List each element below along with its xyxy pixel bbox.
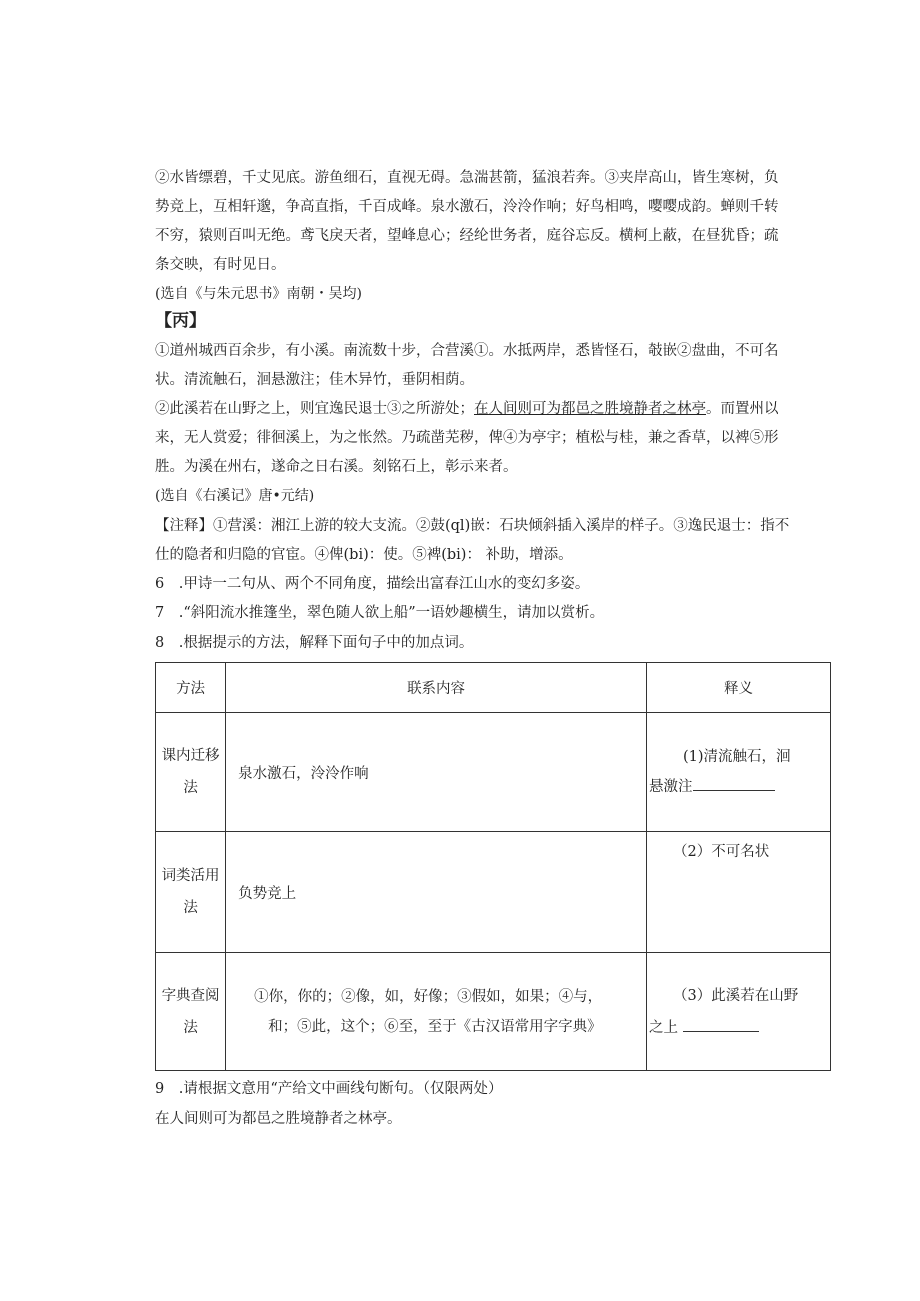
row1-method-line2: 法 bbox=[183, 780, 198, 796]
row1-method bbox=[156, 713, 226, 832]
passage-yi-line-1: ②水皆缥碧，千丈见底。游鱼细石，直视无碍。急湍甚箭，猛浪若奔。③夹岸高山，皆生寒树，负 bbox=[155, 170, 779, 186]
row1-content-text: 泉水激石，泠泠作响 bbox=[238, 765, 369, 782]
row3-method-line2: 法 bbox=[183, 1019, 198, 1036]
passage-bing-p2-line-1 bbox=[155, 399, 779, 419]
question-9-sentence: 在人间则可为都邑之胜境静者之林亭。 bbox=[155, 1111, 402, 1127]
row3-meaning-line2 bbox=[647, 1012, 830, 1044]
answer-blank-3[interactable] bbox=[683, 1019, 759, 1032]
row1-content bbox=[226, 713, 647, 832]
row1-meaning-line1: (1)清流触石，洄 bbox=[683, 749, 791, 765]
table-row bbox=[156, 953, 831, 1071]
row2-method bbox=[156, 832, 226, 953]
notes-line-2: 仕的隐者和归隐的官宦。④俾(bi)：使。⑤裨(bi)： 补助，增添。 bbox=[155, 547, 573, 563]
row1-meaning bbox=[647, 713, 831, 832]
passage-bing-heading: 【丙】 bbox=[155, 311, 206, 331]
row3-method bbox=[156, 953, 226, 1071]
header-meaning: 释义 bbox=[647, 663, 831, 713]
method-table bbox=[155, 662, 831, 1071]
row2-meaning-line1: （2）不可名状 bbox=[673, 844, 770, 860]
row2-meaning bbox=[647, 832, 831, 953]
row1-method-line1: 课内迁移 bbox=[161, 748, 220, 764]
table-header-row bbox=[156, 663, 831, 713]
passage-bing-p1-line-2: 状。清流触石，洄悬激注；佳木异竹，垂阴相荫。 bbox=[155, 372, 474, 388]
row2-method-line1: 词类活用 bbox=[161, 868, 220, 884]
notes-line-1: 【注释】①营溪：湘江上游的较大支流。②鼓(ql)嵌：石块倾斜插入溪岸的样子。③逸民退士：指不 bbox=[155, 518, 790, 534]
table-row bbox=[156, 713, 831, 832]
passage-bing-p2-line-2: 来，无人赏爱；徘徊溪上，为之怅然。乃疏凿芜秽，俾④为亭宇；植松与桂，兼之香草，以裨⑤形 bbox=[155, 430, 779, 446]
row2-method-line2: 法 bbox=[183, 900, 198, 916]
row3-method-line1: 字典查阅 bbox=[161, 987, 220, 1004]
underlined-sentence: 在人间则可为都邑之胜境静者之林亭 bbox=[474, 401, 706, 417]
question-9: 9 .请根据文意用“产给文中画线句断句。（仅限两处） bbox=[155, 1081, 503, 1097]
question-8: 8 .根据提示的方法，解释下面句子中的加点词。 bbox=[155, 635, 474, 651]
question-7: 7 .“斜阳流水推篷坐，翠色随人欲上船”一语妙趣横生，请加以赏析。 bbox=[155, 605, 605, 621]
row2-content bbox=[226, 832, 647, 953]
passage-bing-p2-line-3: 胜。为溪在州右，遂命之日右溪。刻铭石上，彰示来者。 bbox=[155, 459, 518, 475]
row3-content-line2: 和；⑤此，这个；⑥至，至于《古汉语常用字字典》 bbox=[268, 1018, 602, 1035]
passage-bing-source: (选自《右溪记》唐•元结) bbox=[155, 488, 315, 504]
row3-meaning bbox=[647, 953, 831, 1071]
header-content: 联系内容 bbox=[226, 663, 647, 713]
row1-meaning-l2-text: 悬激注 bbox=[649, 779, 693, 795]
passage-yi-line-3: 不穷，猿则百叫无绝。鸢飞戾天者，望峰息心；经纶世务者，庭谷忘反。横柯上蔽，在昼犹昏；疏 bbox=[155, 228, 779, 244]
row1-meaning-line2 bbox=[647, 772, 830, 802]
question-6: 6 .甲诗一二句从、两个不同角度，描绘出富春江山水的变幻多姿。 bbox=[155, 576, 590, 592]
row2-content-text: 负势竞上 bbox=[238, 885, 297, 902]
header-method: 方法 bbox=[156, 663, 226, 713]
row3-meaning-l2-text: 之上 bbox=[649, 1019, 678, 1036]
row3-meaning-line1: （3）此溪若在山野 bbox=[673, 987, 799, 1004]
passage-bing-p2-tail: 。而置州以 bbox=[706, 401, 779, 417]
row3-content bbox=[226, 953, 647, 1071]
passage-yi-source: (选自《与朱元思书》南朝・吴均) bbox=[155, 286, 362, 302]
passage-bing-p1-line-1: ①道州城西百余步，有小溪。南流数十步，合营溪①。水抵两岸，悉皆怪石，攲嵌②盘曲，不可名 bbox=[155, 343, 779, 359]
answer-blank-1[interactable] bbox=[693, 778, 775, 791]
passage-bing-p2-plain: ②此溪若在山野之上，则宜逸民退士③之所游处； bbox=[155, 401, 474, 417]
passage-yi-line-4: 条交映，有时见日。 bbox=[155, 257, 286, 273]
table-row bbox=[156, 832, 831, 953]
passage-yi-line-2: 势竞上，互相轩邈，争高直指，千百成峰。泉水激石，泠泠作响；好鸟相鸣，嘤嘤成韵。蝉则千转 bbox=[155, 199, 779, 215]
row3-content-line1: ①你，你的；②像，如，好像；③假如，如果；④与， bbox=[254, 988, 603, 1005]
